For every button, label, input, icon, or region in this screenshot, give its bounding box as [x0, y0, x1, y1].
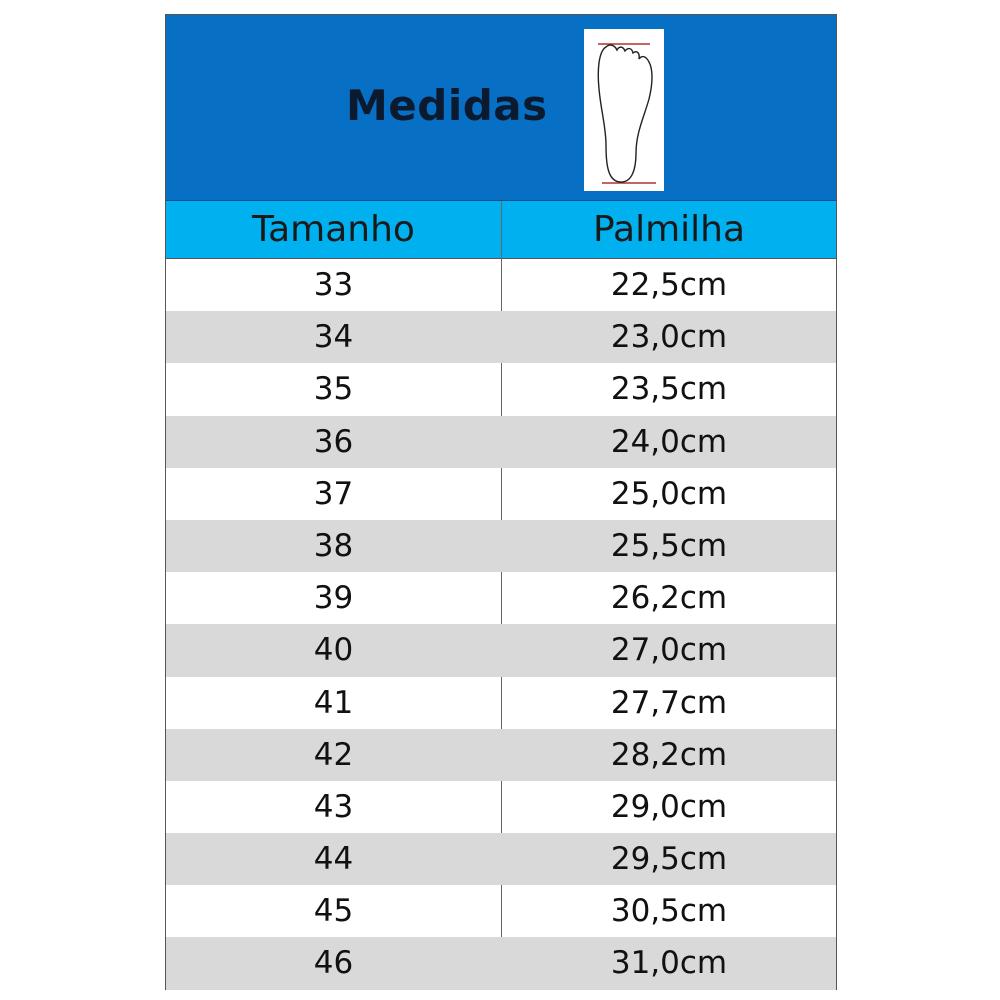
insole-cell: 25,0cm	[610, 475, 728, 512]
column-header-size: Tamanho	[252, 209, 415, 250]
insole-cell: 29,0cm	[610, 788, 728, 825]
table-row	[166, 363, 836, 415]
insole-cell: 28,2cm	[610, 736, 728, 773]
insole-cell: 25,5cm	[610, 527, 728, 564]
insole-cell: 24,0cm	[610, 423, 728, 460]
table-row	[166, 729, 836, 781]
size-cell: 35	[313, 371, 354, 408]
table-row	[166, 468, 836, 520]
size-cell: 44	[313, 841, 354, 878]
insole-cell: 29,5cm	[610, 841, 728, 878]
size-cell: 38	[313, 527, 354, 564]
insole-cell: 27,7cm	[610, 684, 728, 721]
size-cell: 46	[313, 945, 354, 982]
size-cell: 39	[313, 580, 354, 617]
insole-cell: 31,0cm	[610, 945, 728, 982]
column-header-insole: Palmilha	[592, 209, 746, 250]
table-row	[166, 885, 836, 937]
table-row	[166, 416, 836, 468]
size-cell: 37	[313, 475, 354, 512]
foot-outline-icon	[584, 29, 664, 191]
table-row	[166, 937, 836, 989]
insole-cell: 22,5cm	[610, 267, 728, 303]
table-row	[166, 572, 836, 624]
size-table-body	[166, 259, 836, 990]
insole-cell: 30,5cm	[610, 893, 728, 930]
chart-title: Medidas	[346, 81, 548, 130]
size-chart	[165, 14, 837, 990]
table-row	[166, 833, 836, 885]
size-cell: 33	[313, 267, 354, 303]
insole-cell: 23,0cm	[610, 319, 728, 356]
size-cell: 42	[313, 736, 354, 773]
table-row	[166, 520, 836, 572]
insole-cell: 23,5cm	[610, 371, 728, 408]
chart-header	[166, 15, 836, 201]
insole-cell: 26,2cm	[610, 580, 728, 617]
size-cell: 43	[313, 788, 354, 825]
foot-outline-svg	[584, 29, 664, 191]
table-row	[166, 677, 836, 729]
table-row	[166, 259, 836, 311]
size-cell: 36	[313, 423, 354, 460]
size-cell: 45	[313, 893, 354, 930]
table-row	[166, 781, 836, 833]
insole-cell: 27,0cm	[610, 632, 728, 669]
table-row	[166, 624, 836, 676]
table-row	[166, 311, 836, 363]
size-cell: 41	[313, 684, 354, 721]
size-cell: 34	[313, 319, 354, 356]
size-cell: 40	[313, 632, 354, 669]
